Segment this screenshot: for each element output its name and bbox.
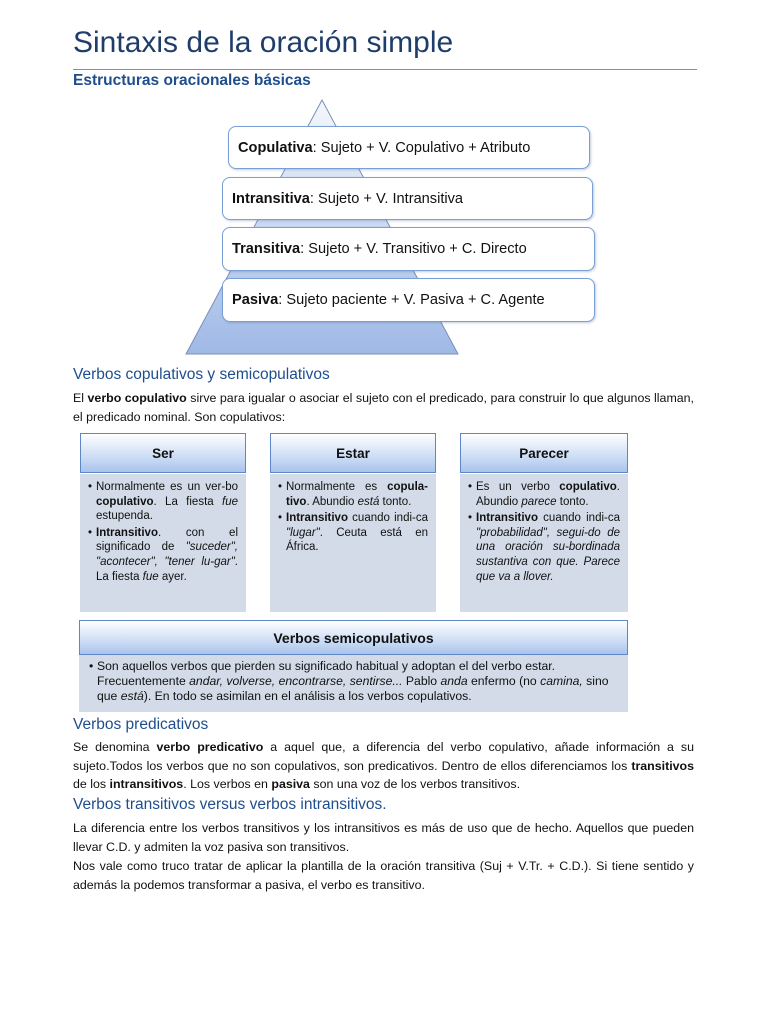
box-header-semicopulativos: Verbos semicopulativos [79,620,628,655]
section-heading-structures: Estructuras oracionales básicas [73,72,311,89]
paragraph-diferencia: La diferencia entre los verbos transitivos y los intransitivos es más de uso que de hecho. Aquellos que pueden llevar C.D. y admiten la voz pasiva son transitivos. [73,821,694,854]
pyramid-tier-pasiva: Pasiva : Sujeto paciente + V. Pasiva + C. Agente [222,278,595,322]
section-heading-predicativos: Verbos predicativos [73,716,209,733]
pyramid-tier-copulativa: Copulativa : Sujeto + V. Copulativo + Atributo [228,126,590,169]
page-title: Sintaxis de la oración simple [73,26,454,59]
box-header-parecer: Parecer [460,433,628,473]
box-body-ser: • Normalmente es un ver-bo copulativo. La fiesta fue estupenda. • Intransitivo. con el significado de "suceder", "acontecer", "tener lu-gar". La fiesta fue ayer. [80,474,246,612]
box-body-parecer: • Es un verbo copulativo. Abundio parece tonto. • Intransitivo cuando indi-ca "probabilidad", segui-do de una oración su-bordinada sustantiva con que. Parece que va a llover. [460,474,628,612]
box-body-semicopulativos: • Son aquellos verbos que pierden su significado habitual y adoptan el del verbo estar. Frecuentemente andar, volverse, encontrarse, sentirse... Pablo anda enfermo (no camina, sino que está). En todo se asimilan en el análisis a los verbos copulativos. [79,655,628,712]
paragraph-truco: Nos vale como truco tratar de aplicar la plantilla de la oración transitiva (Suj + V.Tr. + C.D.). Si tiene sentido y además la podemos transformar a pasiva, el verbo es transitivo. [73,859,694,892]
box-body-estar: • Normalmente es copula-tivo. Abundio está tonto. • Intransitivo cuando indi-ca "lugar". Ceuta está en África. [270,474,436,612]
title-divider [73,69,697,70]
section-heading-transitivos: Verbos transitivos versus verbos intransitivos. [73,796,387,813]
section-heading-copulativos: Verbos copulativos y semicopulativos [73,366,330,383]
box-header-estar: Estar [270,433,436,473]
pyramid-tier-intransitiva: Intransitiva : Sujeto + V. Intransitiva [222,177,593,220]
paragraph-copulativo: El verbo copulativo sirve para igualar o asociar el sujeto con el predicado, para construir lo que algunos llaman, el predicado nominal. Son copulativos: [73,391,694,424]
paragraph-predicativo: Se denomina verbo predicativo a aquel que, a diferencia del verbo copulativo, añade información a su sujeto.Todos los verbos que no son copulativos, son predicativos. Dentro de ellos diferenciamos los transitivos de los intransitivos. Los verbos en pasiva son una voz de los verbos transitivos. [73,740,694,791]
box-header-ser: Ser [80,433,246,473]
pyramid-tier-transitiva: Transitiva : Sujeto + V. Transitivo + C. Directo [222,227,595,271]
